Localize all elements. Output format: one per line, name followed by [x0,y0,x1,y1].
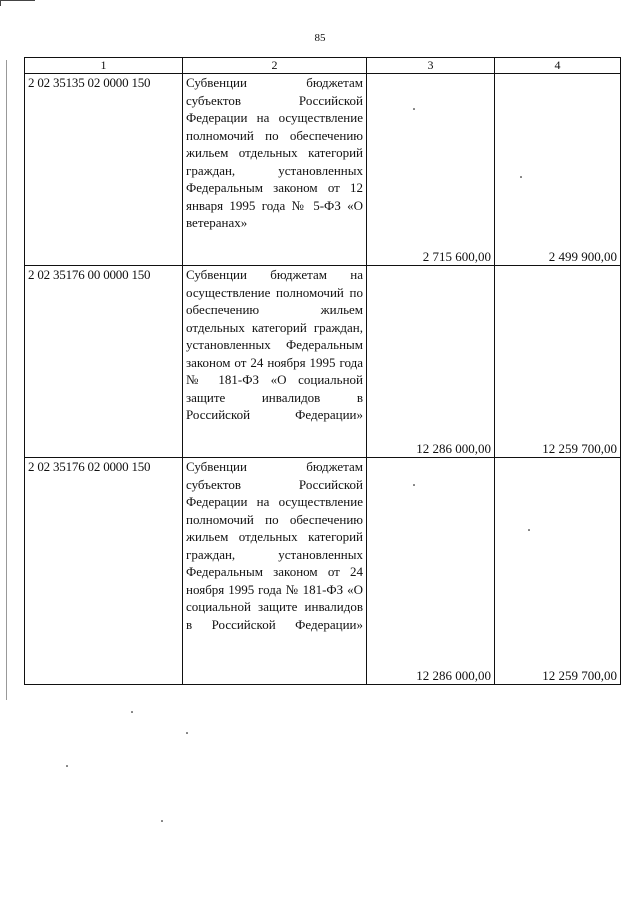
row-description [183,74,367,266]
scan-speck [528,529,530,531]
table-row [25,458,621,685]
amount-column-3: 12 286 000,00 [367,458,495,685]
column-header-2: 2 [183,58,367,74]
row-description [183,458,367,685]
table-row [25,266,621,458]
scan-speck [413,108,415,110]
amount-column-4: 2 499 900,00 [495,74,621,266]
budget-code: 2 02 35176 02 0000 150 [25,458,183,685]
budget-revenue-table [24,57,621,685]
scan-corner-mark [0,0,35,6]
page-number: 85 [314,32,326,44]
scan-speck [66,765,68,767]
column-header-3: 3 [367,58,495,74]
scan-speck [161,820,163,822]
amount-column-4: 12 259 700,00 [495,266,621,458]
budget-code: 2 02 35176 00 0000 150 [25,266,183,458]
column-header-1: 1 [25,58,183,74]
description-text: Субвенции бюджетам на осуществление полномочий по обеспечению жильем отдельных категорий граждан, установленных Федеральным законом от 24 ноября 1995 года № 181-ФЗ «О социальной защите инвалидов в Российской Федерации» [186,267,363,422]
amount-column-4: 12 259 700,00 [495,458,621,685]
amount-column-3: 12 286 000,00 [367,266,495,458]
column-header-4: 4 [495,58,621,74]
scan-edge-line [6,60,7,700]
table-header-row [25,58,621,74]
scan-speck [131,711,133,713]
scan-speck [520,176,522,178]
description-text: Субвенции бюджетам субъектов Российской Федерации на осуществление полномочий по обеспечению жильем отдельных категорий граждан, установленных Федеральным законом от 12 января 1995 года № 5-ФЗ «О ветеранах» [186,75,363,230]
table-row [25,74,621,266]
scan-speck [413,484,415,486]
scan-speck [186,732,188,734]
amount-column-3: 2 715 600,00 [367,74,495,266]
row-description [183,266,367,458]
budget-code: 2 02 35135 02 0000 150 [25,74,183,266]
description-text: Субвенции бюджетам субъектов Российской Федерации на осуществление полномочий по обеспечению жильем отдельных категорий граждан, установленных Федеральным законом от 24 ноября 1995 года № 181-ФЗ «О социальной защите инвалидов в Российской Федерации» [186,459,363,632]
